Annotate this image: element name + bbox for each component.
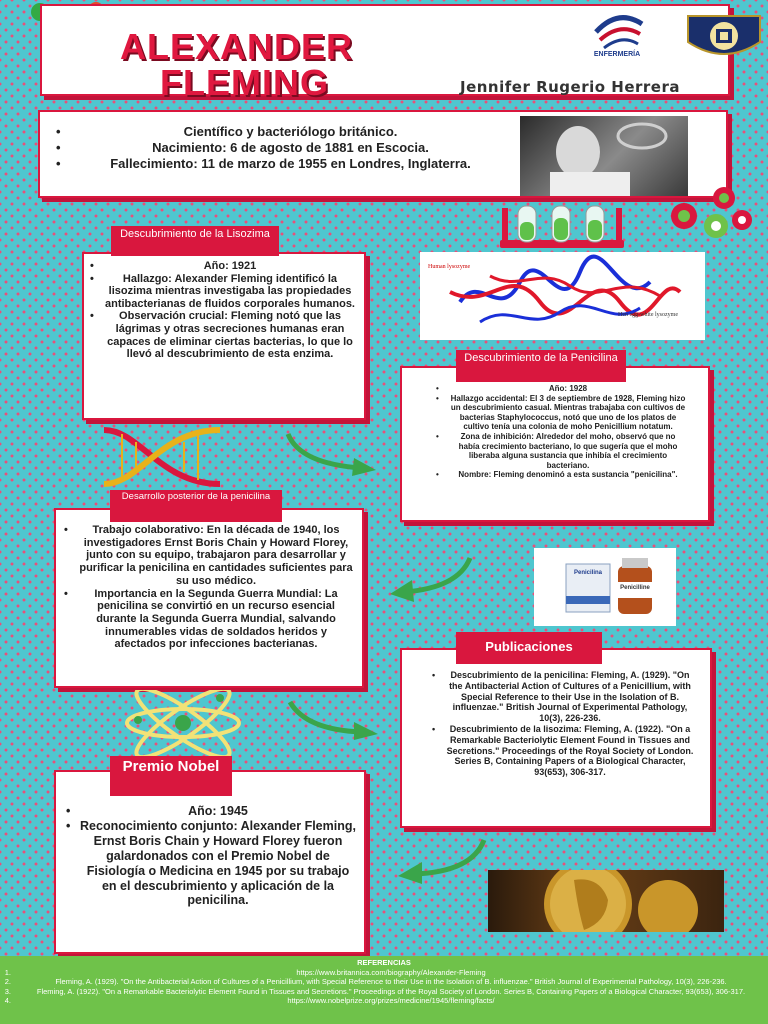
lisozima-item: • Observación crucial: Fleming notó que las lágrimas y otras secreciones humanas eran capaces de eliminar ciertas bacterias, lo que lo llevó al descubrimiento de esta enzima. [90, 310, 356, 360]
lysozyme-label-right: Hen egg-white lysozyme [618, 312, 678, 318]
university-shield-logo [682, 12, 766, 62]
nobel-medal-image [488, 870, 724, 932]
lisozima-list [90, 260, 356, 361]
arrow-3-icon [282, 696, 382, 742]
penicilina-list [436, 384, 686, 480]
publicaciones-item: • Descubrimiento de la penicilina: Fleming, A. (1929). "On the Antibacterial Action of Cultures of a Penicillium, with Special Reference to their Use in the Isolation of B. influenzae." British Journal of Experimental Pathology, 10(3), 226-236. [432, 670, 694, 724]
lisozima-card [82, 252, 366, 420]
publicaciones-item: • Descubrimiento de la lisozima: Fleming, A. (1922). "On a Remarkable Bacteriolytic Element Found in Tissues and Secretions." Proceedings of the Royal Society of London. Series B, Containing Papers of a Biological Character, 93(653), 306-317. [432, 724, 694, 778]
lisozima-item: • Año: 1921 [90, 260, 356, 273]
nobel-item: • Reconocimiento conjunto: Alexander Fleming, Ernst Boris Chain y Howard Florey fueron galardonados con el Premio Nobel de Fisiología o Medicina en 1945 por su trabajo en el descubrimiento y aplicación de la penicilina. [66, 819, 356, 908]
reference-text: Fleming, A. (1922). "On a Remarkable Bacteriolytic Element Found in Tissues and Secretions." Proceedings of the Royal Society of London. Series B, Containing Papers of a Biological Character, 93(653), 306-317. [36, 986, 746, 996]
page-title-line1: ALEXANDER [120, 26, 354, 67]
penicilina-heading: Descubrimiento de la Penicilina [456, 350, 626, 382]
penicillin-bottle-label: Penicilline [620, 585, 650, 591]
lysozyme-structure-image [420, 252, 705, 340]
author-name: Jennifer Rugerio Herrera [460, 78, 680, 96]
penicillin-products-image [534, 548, 676, 626]
intro-item: • Fallecimiento: 11 de marzo de 1955 en Londres, Inglaterra. [56, 156, 511, 172]
nobel-heading: Premio Nobel [110, 756, 232, 796]
lisozima-item: • Hallazgo: Alexander Fleming identificó la lisozima mientras investigaba las propiedades antibacterianas de fluidos corporales humanos. [90, 273, 356, 311]
desarrollo-list [64, 524, 354, 651]
test-tubes-icon [498, 204, 628, 250]
publicaciones-list [432, 670, 694, 778]
fleming-portrait-image [520, 116, 688, 196]
references-footer [0, 956, 768, 1024]
dna-helix-icon [100, 424, 226, 490]
lysozyme-label-left: Human lysozyme [428, 264, 471, 270]
molecule-cluster-icon [664, 186, 754, 240]
intro-item: • Científico y bacteriólogo británico. [56, 124, 511, 140]
arrow-1-icon [280, 428, 380, 478]
desarrollo-heading: Desarrollo posterior de la penicilina [110, 490, 282, 522]
reference-row [0, 987, 768, 997]
arrow-4-icon [396, 834, 492, 886]
reference-link[interactable]: https://www.nobelprize.org/prizes/medicine/1945/fleming/facts/ [287, 996, 495, 1006]
reference-number: 3. [4, 986, 11, 996]
intro-list [56, 124, 511, 172]
intro-item: • Nacimiento: 6 de agosto de 1881 en Escocia. [56, 140, 511, 156]
nobel-item: • Año: 1945 [66, 804, 356, 819]
publicaciones-heading: Publicaciones [456, 632, 602, 664]
reference-number: 1. [4, 967, 11, 977]
publicaciones-card [400, 648, 712, 828]
reference-row [0, 977, 768, 987]
header-card [40, 4, 730, 103]
reference-number: 4. [4, 996, 11, 1006]
desarrollo-item: • Trabajo colaborativo: En la década de 1940, los investigadores Ernst Boris Chain y Howard Florey, junto con su equipo, trabajaron para desarrollar y purificar la penicilina en cantidades suficientes para su uso médico. [64, 524, 354, 588]
nobel-card [54, 770, 366, 954]
penicilina-card [400, 366, 710, 522]
penicilina-item: • Nombre: Fleming denominó a esta sustancia "penicilina". [436, 470, 686, 480]
reference-number: 2. [4, 977, 11, 987]
penicilina-item: • Zona de inhibición: Alrededor del moho, observó que no había crecimiento bacteriano, lo que sugería que el moho liberaba alguna sustancia que inhibía el crecimiento bacteriano. [436, 432, 686, 470]
desarrollo-card [54, 508, 364, 688]
reference-link[interactable]: https://www.britannica.com/biography/Alexander-Fleming [296, 967, 486, 977]
page-title-line2: FLEMING [160, 62, 329, 103]
penicilina-item: • Hallazgo accidental: El 3 de septiembre de 1928, Fleming hizo un descubrimiento casual. Mientras trabajaba con cultivos de bacterias Staphylococcus, notó que uno de los platos de cultivo tenía una colonia de moho Penicillium notatum. [436, 394, 686, 432]
nursing-logo-text: ENFERMERÍA [593, 51, 641, 58]
desarrollo-item: • Importancia en la Segunda Guerra Mundial: La penicilina se convirtió en un recurso esencial durante la Segunda Guerra Mundial, salvando innumerables vidas de soldados heridos y afectados por infecciones bacterianas. [64, 588, 354, 652]
lisozima-heading: Descubrimiento de la Lisozima [111, 226, 279, 256]
reference-row [0, 968, 768, 978]
arrow-2-icon [388, 554, 478, 604]
reference-text: Fleming, A. (1929). "On the Antibacterial Action of Cultures of a Penicillium, with Special Reference to their Use in the Isolation of B. influenzae." British Journal of Experimental Pathology, 10(3), 226-236. [55, 977, 727, 987]
penicillin-box-label: Penicilina [573, 570, 602, 576]
references-title: REFERENCIAS [357, 958, 411, 967]
reference-row [0, 996, 768, 1006]
penicilina-item: • Año: 1928 [436, 384, 686, 394]
atom-icon [124, 690, 242, 756]
nobel-list [66, 804, 356, 908]
